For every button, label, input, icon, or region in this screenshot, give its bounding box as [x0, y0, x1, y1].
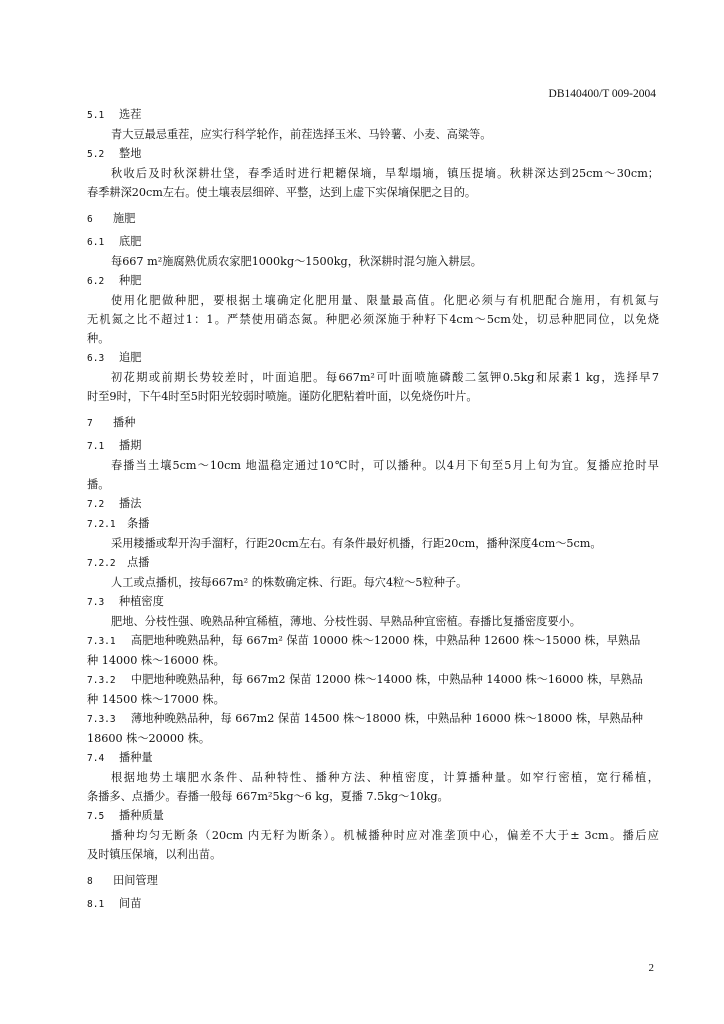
section-title: 播种: [113, 416, 136, 429]
paragraph-first-line: [87, 709, 659, 729]
paragraph-line: 时至9时，下午4时至5时阳光较弱时喷施。谨防化肥粘着叶面，以免烧伤叶片。: [87, 390, 478, 403]
paragraph: [87, 252, 659, 271]
section-number: 5.1: [87, 110, 105, 121]
section-number: 7.1: [87, 441, 105, 452]
section-number: 7.2: [87, 499, 105, 510]
section-number: 7.3.2: [87, 675, 116, 686]
section-heading: [87, 553, 659, 573]
paragraph-line: 无机氮之比不超过1：1。严禁使用硝态氮。种肥必须深施于种籽下4cm～5cm处，切忌种肥同位，以免烧: [87, 313, 659, 326]
paragraph: [87, 291, 659, 348]
section-number: 7.4: [87, 753, 105, 764]
paragraph-line: 条播多、点播少。春播一般每 667m²5kg～6 kg，夏播 7.5kg～10kg。: [87, 790, 449, 803]
paragraph: [87, 612, 659, 631]
section-title: 选茬: [119, 108, 142, 121]
paragraph-line: 初花期或前期长势较差时，叶面追肥。每667m²可叶面喷施磷酸二氢钾0.5kg和尿素1 kg，选择早7: [111, 371, 659, 384]
section-number: 7.3: [87, 597, 105, 608]
numbered-paragraph: [87, 709, 659, 748]
paragraph-line: 高肥地种晚熟品种，每 667m² 保苗 10000 株～12000 株，中熟品种 12600 株～15000 株，早熟品: [131, 634, 641, 647]
section-number: 6.2: [87, 276, 105, 287]
paragraph-line: 人工或点播机，按每667m² 的株数确定株、行距。每穴4粒～5粒种子。: [111, 576, 468, 589]
section-number: 7.5: [87, 811, 105, 822]
paragraph: [87, 456, 659, 494]
section-heading: [87, 348, 659, 368]
paragraph-line: 根据地势土壤肥水条件、品种特性、播种方法、种植密度，计算播种量。如窄行密植，宽行稀植，: [111, 771, 659, 784]
paragraph: [87, 125, 659, 144]
section-title: 整地: [119, 147, 142, 160]
section-heading: [87, 494, 659, 514]
paragraph-line: 及时镇压保墒，以利出苗。: [87, 848, 222, 861]
section-number: 6.1: [87, 237, 105, 248]
section-number: 7: [87, 418, 93, 429]
paragraph-line: 秋收后及时秋深耕壮垡，春季适时进行耙耱保墒，旱犁塌墒，镇压提墒。秋耕深达到25cm～30cm；: [111, 167, 659, 180]
paragraph: [87, 164, 659, 202]
paragraph-line: 每667 m²施腐熟优质农家肥1000kg～1500kg，秋深耕时混匀施入耕层。: [111, 255, 482, 268]
section-heading: [87, 436, 659, 456]
paragraph: [87, 768, 659, 806]
numbered-paragraph: [87, 631, 659, 670]
paragraph: [87, 826, 659, 864]
section-heading: [87, 271, 659, 291]
document-body: [87, 105, 659, 914]
section-heading: [87, 144, 659, 164]
section-number: 7.3.1: [87, 636, 116, 647]
document-code: DB140400/T 009-2004: [548, 88, 656, 100]
section-heading: [87, 232, 659, 252]
section-title: 播期: [119, 439, 142, 452]
section-title: 条播: [127, 517, 150, 530]
section-title: 点播: [127, 556, 150, 569]
section-number: 6: [87, 214, 93, 225]
paragraph: [87, 368, 659, 406]
section-title: 种植密度: [119, 595, 164, 608]
paragraph: [87, 534, 659, 553]
paragraph-line: 春季耕深20cm左右。使土壤表层细碎、平整，达到上虚下实保墒保肥之目的。: [87, 186, 477, 199]
paragraph-first-line: [87, 670, 659, 690]
paragraph-line: 青大豆最忌重茬，应实行科学轮作，前茬选择玉米、马铃薯、小麦、高粱等。: [111, 128, 492, 141]
section-number: 7.2.2: [87, 558, 116, 569]
section-heading: [87, 209, 659, 229]
section-title: 间苗: [119, 897, 142, 910]
section-title: 播种量: [119, 751, 153, 764]
section-heading: [87, 806, 659, 826]
section-title: 播种质量: [119, 809, 164, 822]
section-heading: [87, 592, 659, 612]
paragraph-line: 薄地种晚熟品种，每 667m2 保苗 14500 株～18000 株，中熟品种 16000 株～18000 株，早熟品种: [131, 712, 643, 725]
section-title: 底肥: [119, 235, 142, 248]
section-number: 8: [87, 876, 93, 887]
paragraph-line: 中肥地种晚熟品种，每 667m2 保苗 12000 株～14000 株，中熟品种 14000 株～16000 株，早熟品: [131, 673, 643, 686]
paragraph-line: 种 14500 株～17000 株。: [87, 693, 225, 706]
paragraph-line: 种 14000 株～16000 株。: [87, 654, 225, 667]
page-number: 2: [648, 962, 654, 974]
section-number: 8.1: [87, 899, 105, 910]
section-number: 7.2.1: [87, 519, 116, 530]
paragraph-line: 肥地、分枝性强、晚熟品种宜稀植，薄地、分枝性弱、早熟品种宜密植。春播比复播密度要小。: [111, 615, 581, 628]
section-heading: [87, 871, 659, 891]
paragraph-line: 使用化肥做种肥，要根据土壤确定化肥用量、限量最高值。化肥必须与有机肥配合施用，有机氮与: [111, 294, 659, 307]
paragraph-line: 种。: [87, 332, 110, 345]
section-title: 施肥: [113, 212, 136, 225]
section-heading: [87, 748, 659, 768]
numbered-paragraph: [87, 670, 659, 709]
section-heading: [87, 514, 659, 534]
section-number: 5.2: [87, 149, 105, 160]
section-title: 播法: [119, 497, 142, 510]
paragraph-line: 播。: [87, 478, 110, 491]
paragraph-first-line: [87, 631, 659, 651]
section-title: 种肥: [119, 274, 142, 287]
paragraph-line: 采用耧播或犁开沟手溜籽，行距20cm左右。有条件最好机播，行距20cm，播种深度4cm～5cm。: [111, 537, 602, 550]
section-title: 田间管理: [113, 874, 158, 887]
section-heading: [87, 105, 659, 125]
paragraph-line: 18600 株～20000 株。: [87, 732, 211, 745]
paragraph: [87, 573, 659, 592]
section-title: 追肥: [119, 351, 142, 364]
paragraph-line: 播种均匀无断条（20cm 内无籽为断条）。机械播种时应对准垄顶中心，偏差不大于± 3cm。播后应: [111, 829, 659, 842]
section-heading: [87, 894, 659, 914]
section-number: 7.3.3: [87, 714, 116, 725]
section-number: 6.3: [87, 353, 105, 364]
paragraph-line: 春播当土壤5cm～10cm 地温稳定通过10℃时，可以播种。以4月下旬至5月上旬为宜。复播应抢时早: [111, 459, 659, 472]
section-heading: [87, 413, 659, 433]
